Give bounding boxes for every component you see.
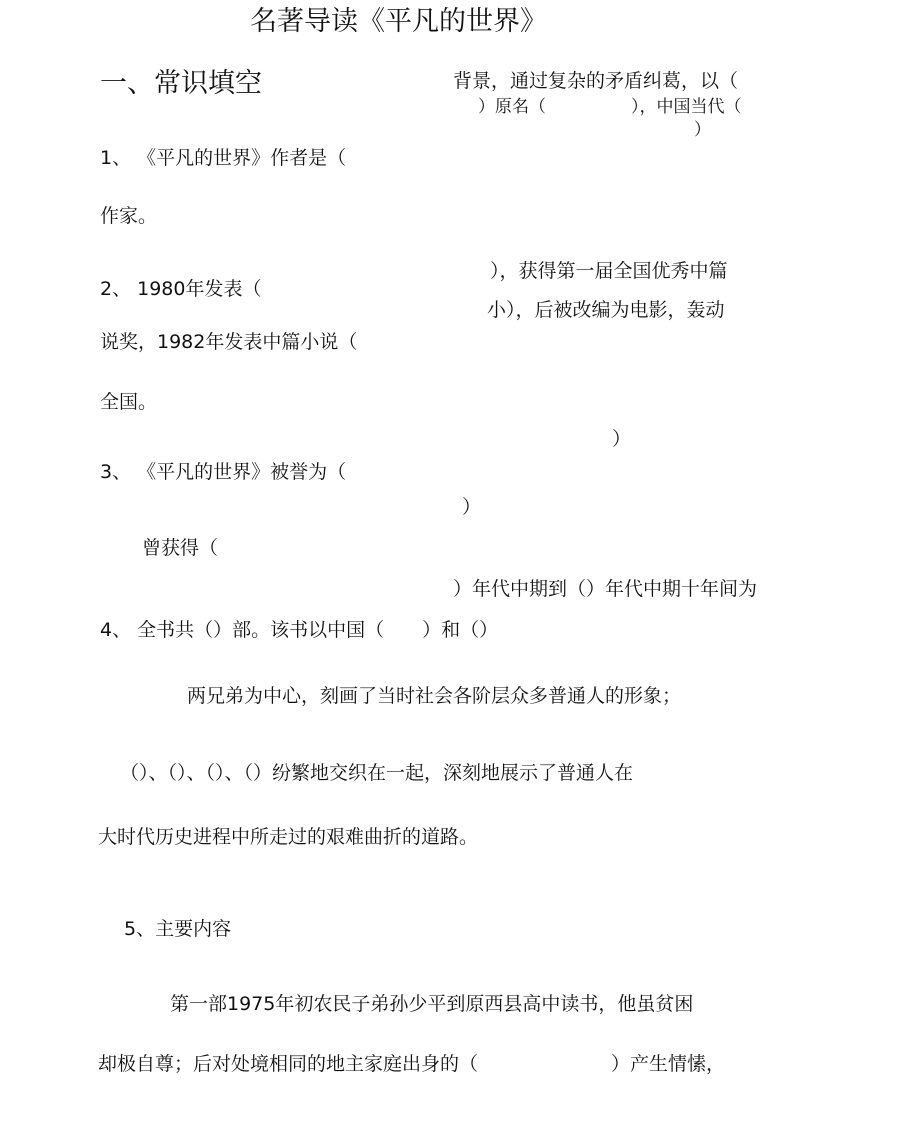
q4-line-1: 4、 全书共（）部。该书以中国（ ）和（） [100, 619, 499, 641]
q4-line-3: （）、（）、（）、（）纷繁地交织在一起，深刻地展示了普通人在 [120, 762, 634, 784]
q1-line-2: 作家。 [100, 205, 158, 227]
q4-line-2: 两兄弟为中心，刻画了当时社会各阶层众多普通人的形象； [187, 685, 682, 707]
q5-line-1: 第一部1975年初农民子弟孙少平到原西县高中读书，他虽贫困 [170, 993, 694, 1015]
q3-line-2: 曾获得（ [142, 537, 219, 559]
right-column-line-4: ），获得第一届全国优秀中篇 [490, 260, 728, 282]
right-column-line-7: ） [462, 496, 482, 518]
right-column-line-2: ）原名（ ），中国当代（ [478, 97, 742, 117]
right-column-line-6: ） [612, 428, 632, 450]
right-column-line-1: 背景，通过复杂的矛盾纠葛，以（ [453, 70, 739, 92]
section-heading: 一、常识填空 [100, 68, 262, 99]
right-column-line-8: ）年代中期到（）年代中期十年间为 [453, 578, 758, 600]
right-column-line-3: ） [694, 120, 711, 140]
q3-line-1: 3、 《平凡的世界》被誉为（ [100, 461, 347, 483]
q2-line-2: 说奖，1982年发表中篇小说（ [100, 331, 358, 353]
right-column-line-5: 小），后被改编为电影，轰动 [487, 299, 725, 321]
q2-line-3: 全国。 [100, 391, 158, 413]
q4-line-4: 大时代历史进程中所走过的艰难曲折的道路。 [98, 826, 479, 848]
page-title: 名著导读《平凡的世界》 [250, 6, 547, 37]
q5-line-2: 却极自尊；后对处境相同的地主家庭出身的（ ）产生情愫， [98, 1053, 726, 1075]
q2-line-1: 2、 1980年发表（ [100, 278, 262, 300]
q5-heading: 5、主要内容 [124, 918, 232, 940]
q1-line-1: 1、 《平凡的世界》作者是（ [100, 147, 347, 169]
